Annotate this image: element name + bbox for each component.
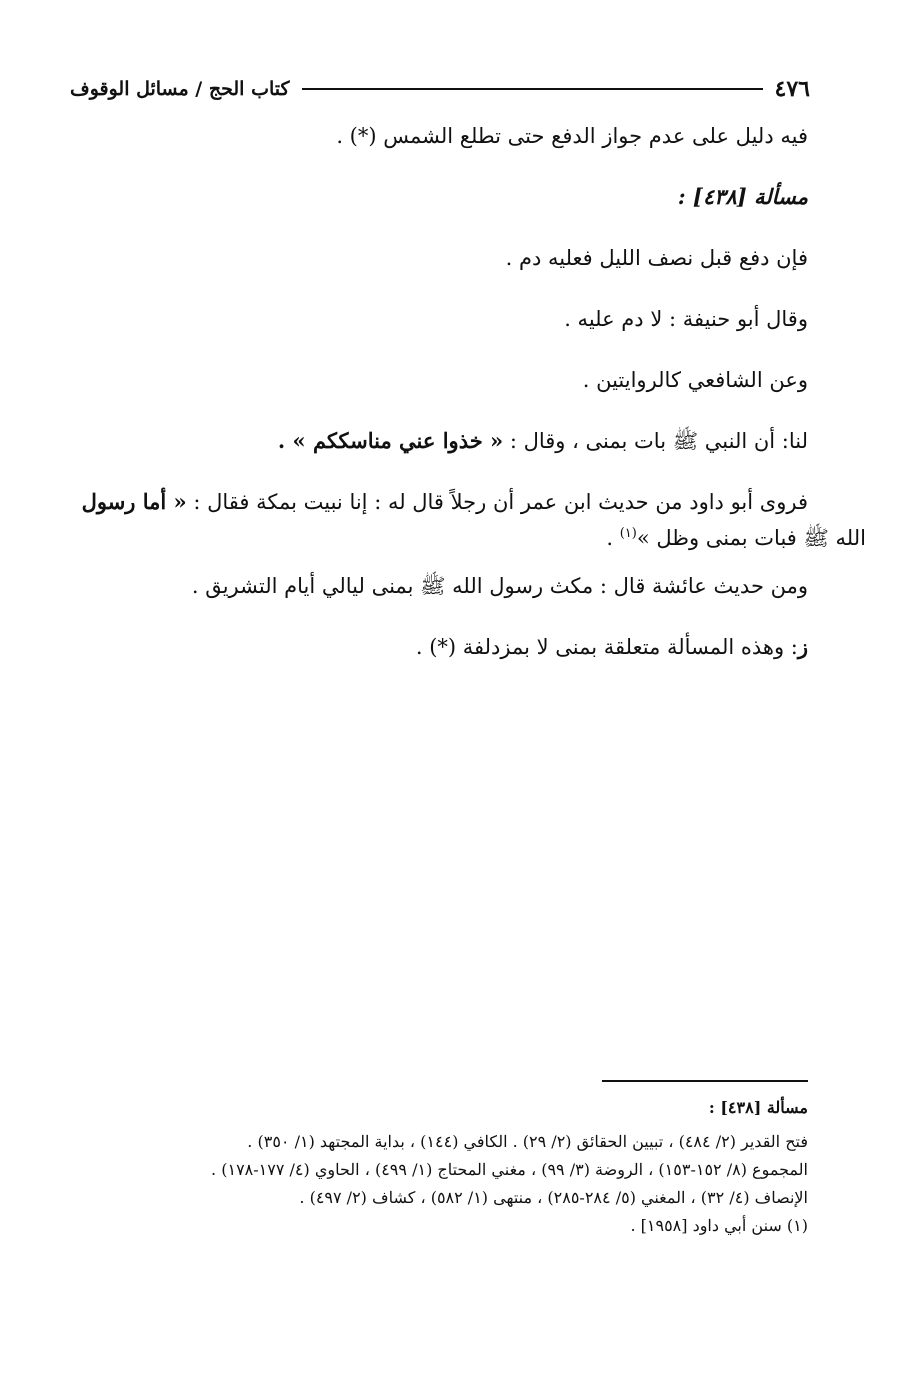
paragraph-6-text: فروى أبو داود من حديث ابن عمر أن رجلاً قال له : إنا نبيت بمكة فقال :: [186, 490, 808, 514]
hadith-quote: « خذوا عني مناسككم » .: [277, 428, 504, 453]
masala-heading: [70, 179, 808, 215]
paragraph-5-text: لنا: أن النبي ﷺ بات بمنى ، وقال :: [503, 429, 808, 453]
footnote-line: المجموع (٨/ ١٥٢-١٥٣) ، الروضة (٣/ ٩٩) ، مغني المحتاج (١/ ٤٩٩) ، الحاوي (٤/ ١٧٧-١٧٨) .: [211, 1160, 808, 1179]
main-text: [70, 118, 866, 690]
masala-heading-text: مسألة [٤٣٨] :: [677, 184, 808, 209]
paragraph-6-quote: « أما رسول: [81, 489, 187, 514]
page-number: ٤٧٦: [774, 76, 810, 102]
paragraph-6-line2: الله ﷺ فبات بمنى وظل »: [636, 526, 866, 550]
footnote-separator: [602, 1080, 808, 1082]
paragraph-8: [70, 629, 808, 665]
paragraph-7: ومن حديث عائشة قال : مكث رسول الله ﷺ بمنى ليالي أيام التشريق .: [191, 574, 808, 598]
header-rule: [302, 88, 763, 90]
paragraph-2: فإن دفع قبل نصف الليل فعليه دم .: [505, 246, 808, 270]
paragraph-1: فيه دليل على عدم جواز الدفع حتى تطلع الشمس (*) .: [336, 124, 808, 148]
paragraph-3: وقال أبو حنيفة : لا دم عليه .: [564, 307, 808, 331]
footnote-line: الإنصاف (٤/ ٣٢) ، المغني (٥/ ٢٨٤-٢٨٥) ، منتهى (١/ ٥٨٢) ، كشاف (٢/ ٤٩٧) .: [299, 1188, 808, 1207]
footnote-heading: مسألة [٤٣٨] :: [708, 1098, 808, 1117]
paragraph-5: [70, 423, 808, 459]
paragraph-8-text: : وهذه المسألة متعلقة بمنى لا بمزدلفة (*) .: [415, 635, 798, 659]
running-title: كتاب الحج / مسائل الوقوف: [70, 78, 290, 100]
footnote-line: (١) سنن أبي داود [١٩٥٨] .: [630, 1216, 808, 1235]
footnotes: [70, 1094, 808, 1240]
paragraph-6-end: .: [606, 526, 620, 550]
zay-marker: ز: [797, 634, 808, 659]
paragraph-4: وعن الشافعي كالروايتين .: [582, 368, 808, 392]
footnote-marker-1: (١): [619, 526, 637, 541]
footnote-line: فتح القدير (٢/ ٤٨٤) ، تبيين الحقائق (٢/ ٢٩) . الكافي (١٤٤) ، بداية المجتهد (١/ ٣٥٠) .: [247, 1132, 808, 1151]
running-header: [70, 72, 810, 106]
paragraph-6: [30, 484, 866, 556]
